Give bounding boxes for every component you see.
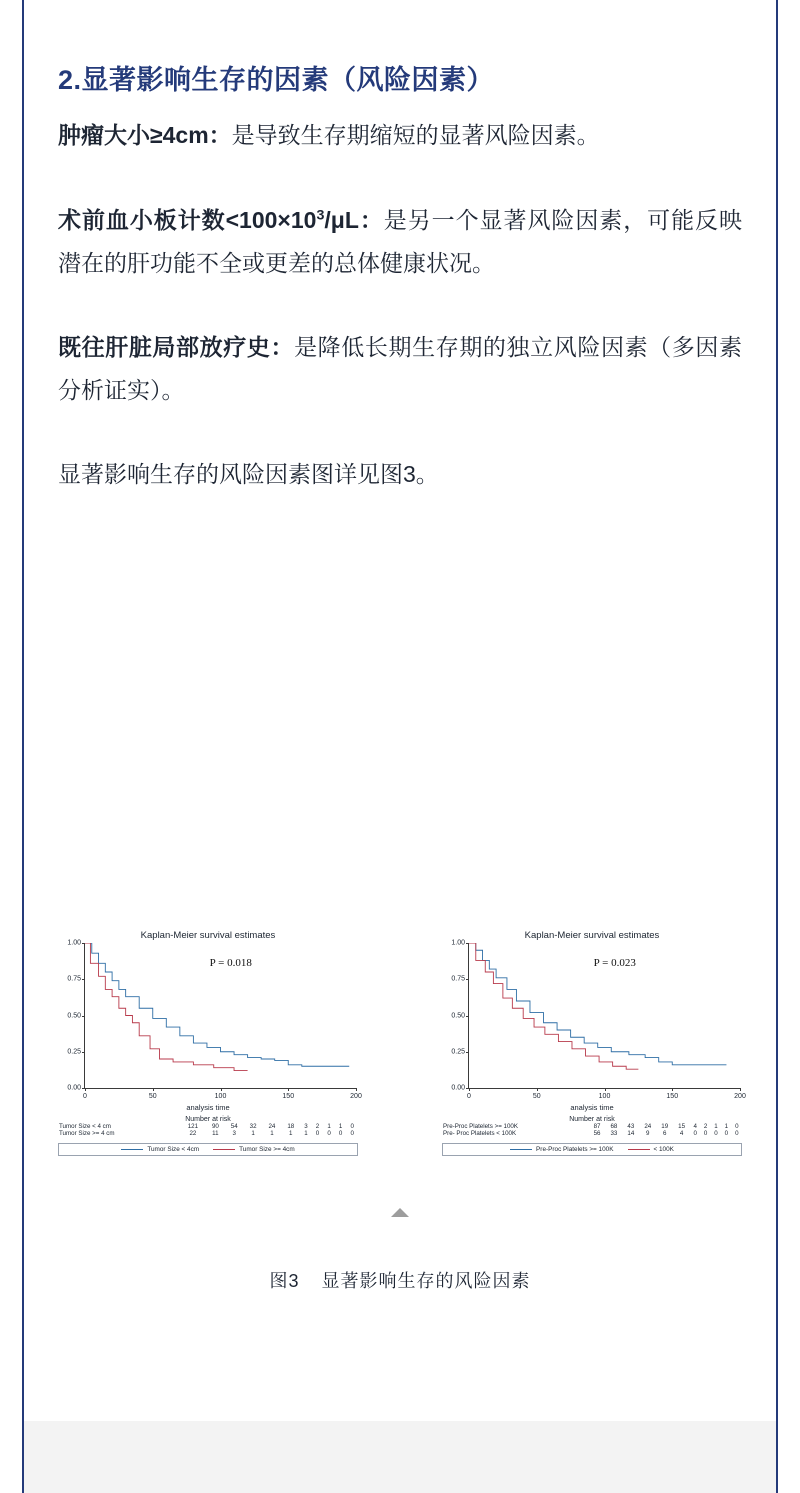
page-title: 2.显著影响生存的因素（风险因素）	[58, 65, 495, 95]
figure-3	[58, 930, 746, 1293]
x-tick-2: 100	[598, 1093, 611, 1100]
risk-cell: 90	[211, 1123, 219, 1130]
risk-cell: 1	[714, 1123, 718, 1130]
paragraph-radiotherapy-text: 是降低长期生存期的独立风险因素（多因素分析证实）。	[58, 334, 743, 403]
legend-label: Pre-Proc Platelets >= 100K	[536, 1146, 614, 1153]
p-value-annotation: P = 0.023	[593, 957, 636, 969]
left-accent-rule	[22, 0, 24, 1493]
legend-item	[121, 1146, 199, 1153]
figure-caption	[58, 1267, 742, 1293]
right-accent-rule	[776, 0, 778, 1493]
x-axis-label: analysis time	[570, 1103, 614, 1112]
risk-cell: 2	[315, 1123, 320, 1130]
risk-row-label: Pre-Proc Platelets >= 100K	[443, 1123, 518, 1130]
risk-cell: 4	[679, 1130, 684, 1137]
chart-platelets	[442, 930, 746, 1156]
risk-cell: 14	[627, 1130, 635, 1137]
y-tick-4: 1.00	[67, 939, 81, 947]
risk-cell: 18	[287, 1123, 295, 1130]
y-tick-2: 0.50	[67, 1012, 81, 1019]
paragraph-platelets-text: 是另一个显著风险因素，可能反映潜在的肝功能不全或更差的总体健康状况。	[58, 206, 743, 276]
chart-legend	[442, 1143, 742, 1156]
chart-tumor-size	[58, 930, 362, 1156]
chart-legend	[58, 1143, 358, 1156]
figure-caption-text: 显著影响生存的风险因素	[321, 1271, 531, 1291]
figure-caption-label: 图3	[269, 1271, 300, 1291]
x-tick-0: 0	[467, 1093, 471, 1100]
risk-cell: 11	[212, 1130, 219, 1137]
x-tick-0: 0	[83, 1093, 87, 1100]
table-row	[442, 1123, 742, 1130]
survival-curves	[85, 943, 356, 1088]
risk-cell: 9	[646, 1130, 650, 1137]
legend-label: Tumor Size >= 4cm	[239, 1146, 295, 1153]
risk-cell: 56	[593, 1130, 601, 1137]
chart-title: Kaplan-Meier survival estimates	[140, 930, 276, 941]
risk-cell: 0	[724, 1130, 729, 1137]
risk-cell: 0	[693, 1130, 697, 1137]
x-tick-1: 50	[148, 1093, 157, 1100]
legend-swatch-blue-icon	[121, 1149, 143, 1150]
table-row	[58, 1123, 358, 1130]
y-tick-4: 1.00	[451, 939, 465, 947]
y-tick-3: 0.75	[67, 975, 81, 983]
y-tick-1: 0.25	[67, 1048, 81, 1056]
risk-cell: 32	[249, 1123, 257, 1130]
risk-table	[442, 1123, 742, 1137]
risk-row-label: Pre- Proc Platelets < 100K	[443, 1130, 517, 1137]
x-tick-3: 150	[282, 1093, 295, 1100]
paragraph-platelets-lead-pre: 术前血小板计数<100×10	[58, 206, 317, 233]
charts-row	[58, 930, 746, 1156]
legend-label: Tumor Size < 4cm	[147, 1146, 200, 1153]
x-tick-1: 50	[532, 1093, 541, 1100]
risk-cell: 87	[593, 1123, 601, 1130]
y-tick-2: 0.50	[451, 1012, 465, 1019]
risk-cell: 33	[610, 1130, 618, 1137]
risk-cell: 0	[735, 1130, 739, 1137]
paragraph-platelets	[58, 199, 742, 284]
risk-cell: 3	[304, 1123, 308, 1130]
y-tick-0: 0.00	[67, 1084, 81, 1092]
scroll-up-caret-icon[interactable]	[391, 1208, 409, 1217]
risk-cell: 1	[338, 1123, 343, 1130]
risk-cell: 68	[610, 1123, 618, 1130]
risk-cell: 1	[270, 1130, 274, 1137]
risk-cell: 121	[187, 1123, 199, 1130]
survival-curves	[469, 943, 740, 1088]
risk-cell: 24	[644, 1123, 652, 1130]
risk-cell: 2	[703, 1123, 708, 1130]
legend-item	[510, 1146, 613, 1153]
risk-cell: 3	[232, 1130, 236, 1137]
bottom-band	[24, 1421, 776, 1493]
paragraph-tumor-size	[58, 114, 742, 157]
table-row	[58, 1130, 358, 1137]
risk-cell: 0	[338, 1130, 343, 1137]
risk-cell: 6	[662, 1130, 667, 1137]
risk-cell: 0	[735, 1123, 739, 1130]
legend-item	[213, 1146, 295, 1153]
risk-cell: 0	[315, 1130, 320, 1137]
plot-area	[451, 939, 746, 1100]
article-content	[58, 62, 742, 496]
x-tick-4: 200	[350, 1093, 362, 1100]
p-value-annotation: P = 0.018	[209, 957, 252, 969]
risk-cell: 1	[251, 1130, 255, 1137]
y-tick-3: 0.75	[451, 975, 465, 983]
risk-cell: 43	[627, 1123, 635, 1130]
legend-item	[628, 1146, 674, 1153]
legend-swatch-red-icon	[213, 1149, 235, 1150]
y-tick-1: 0.25	[451, 1048, 465, 1056]
table-row	[442, 1130, 742, 1137]
legend-label: < 100K	[653, 1146, 674, 1153]
risk-cell: 1	[724, 1123, 729, 1130]
risk-table-title: Number at risk	[569, 1116, 615, 1123]
risk-cell: 1	[304, 1130, 308, 1137]
risk-row-label: Tumor Size >= 4 cm	[59, 1130, 115, 1137]
x-tick-2: 100	[214, 1093, 227, 1100]
x-axis-label: analysis time	[186, 1103, 230, 1112]
legend-swatch-red-icon	[628, 1149, 650, 1150]
plot-area	[67, 939, 362, 1100]
risk-cell: 15	[678, 1123, 686, 1130]
risk-cell: 22	[189, 1130, 197, 1137]
legend-swatch-blue-icon	[510, 1149, 532, 1150]
paragraph-platelets-lead-post: /μL：	[324, 206, 384, 233]
paragraph-radiotherapy	[58, 326, 742, 411]
paragraph-tumor-size-lead: 肿瘤大小≥4cm：	[58, 122, 232, 149]
risk-cell: 0	[350, 1123, 354, 1130]
paragraph-platelets-exponent: 3	[316, 207, 325, 224]
risk-cell: 0	[350, 1130, 354, 1137]
risk-cell: 19	[661, 1123, 669, 1130]
risk-cell: 54	[230, 1123, 238, 1130]
paragraph-figure-reference: 显著影响生存的风险因素图详见图3。	[58, 461, 439, 488]
risk-cell: 0	[714, 1130, 718, 1137]
chart-title: Kaplan-Meier survival estimates	[524, 930, 660, 941]
risk-table	[58, 1123, 358, 1137]
paragraph-tumor-size-text: 是导致生存期缩短的显著风险因素。	[231, 122, 600, 149]
y-tick-0: 0.00	[451, 1084, 465, 1092]
risk-row-label: Tumor Size < 4 cm	[59, 1123, 111, 1130]
x-tick-4: 200	[734, 1093, 746, 1100]
risk-cell: 1	[327, 1123, 331, 1130]
risk-cell: 4	[693, 1123, 697, 1130]
paragraph-radiotherapy-lead: 既往肝脏局部放疗史：	[58, 334, 295, 361]
risk-cell: 24	[268, 1123, 276, 1130]
risk-cell: 1	[289, 1130, 293, 1137]
risk-cell: 0	[703, 1130, 708, 1137]
risk-cell: 0	[327, 1130, 331, 1137]
risk-table-title: Number at risk	[185, 1116, 231, 1123]
x-tick-3: 150	[666, 1093, 679, 1100]
